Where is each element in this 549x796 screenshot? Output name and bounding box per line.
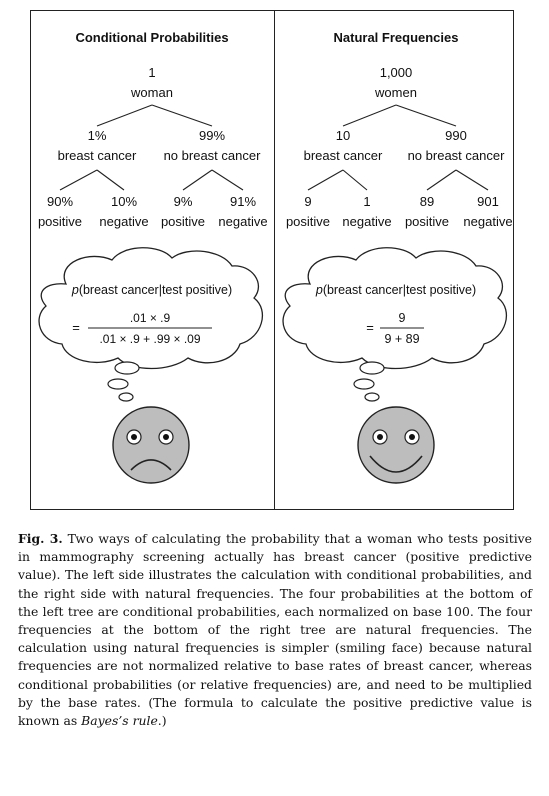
right-title: Natural Frequencies [333,30,459,45]
left-formula-title [71,283,232,297]
caption-text-end: .) [157,713,167,729]
right-panel [283,30,513,483]
right-thought-cloud [283,248,506,369]
right-thought-bubble [354,379,374,389]
left-branch-right-value: 99% [198,128,226,143]
left-leaf-2-label: negative [99,214,149,229]
right-formula-p: p [315,283,323,297]
right-leaf-2-label: negative [342,214,392,229]
right-tree-line [343,105,396,126]
right-formula-equals: = [366,320,374,335]
right-root-count: 1,000 [379,65,413,80]
left-tree-line [97,105,152,126]
right-formula-numerator: 9 [398,311,406,325]
right-leaf-3-value: 89 [419,194,435,209]
left-formula-denominator: .01 × .9 + .99 × .09 [99,332,201,346]
left-thought-bubble [108,379,128,389]
right-tree-line [396,105,456,126]
left-leaf-2-value: 10% [110,194,138,209]
right-formula-condition: (breast cancer|test positive) [322,283,477,297]
left-formula-p: p [71,283,79,297]
right-thought-bubble [360,362,384,374]
right-thought-bubble [365,393,379,401]
left-formula-equals: = [72,320,80,335]
left-branch-left-value: 1% [87,128,107,143]
left-root-label: woman [131,85,173,100]
smiling-face-icon [358,407,434,483]
right-leaf-4-value: 901 [477,194,499,209]
left-leaf-3-label: positive [160,214,206,229]
left-panel [38,30,268,483]
right-formula-title [315,283,476,297]
left-branch-right-label: no breast cancer [163,148,261,163]
left-branch-left-label: breast cancer [57,148,137,163]
right-leaf-3-label: positive [404,214,450,229]
caption-italic-term: Bayes’s rule [81,713,158,729]
figure-label: Fig. 3. [18,531,63,546]
right-tree-line [427,170,456,190]
left-leaf-4-value: 91% [229,194,257,209]
caption-text: Two ways of calculating the probability that a woman who tests positive in mammography screening actually has breast cancer (positive predictive value). The left side illustrates the calculation with conditional probabilities, and the right side with natural frequencies. The four probabilities at the bottom of the left tree are conditional probabilities, each normalized on base 100. The four frequencies at the bottom of the right tree are natural frequencies. The calculation using natural frequencies is simpler (smiling face) because natural frequencies are not normalized relative to base rates of breast cancer, whereas conditional probabilities (or relative frequencies) are, and need to be multiplied by the base rates. (The formula to calculate the positive predictive value is known as [18,531,532,729]
left-leaf-3-value: 9% [173,194,193,209]
right-branch-right-value: 990 [445,128,467,143]
right-tree-line [343,170,367,190]
right-formula-denominator: 9 + 89 [384,332,420,346]
figure-caption [18,530,532,730]
right-root-label: women [375,85,417,100]
right-tree-line [456,170,488,190]
right-leaf-2-value: 1 [363,194,371,209]
left-thought-bubble [119,393,133,401]
frowning-face-icon [113,407,189,483]
left-leaf-4-label: negative [218,214,268,229]
right-branch-right-label: no breast cancer [407,148,505,163]
left-tree-line [183,170,212,190]
left-tree-line [152,105,212,126]
left-thought-cloud [39,248,262,369]
right-branch-left-value: 10 [335,128,351,143]
right-leaf-4-label: negative [463,214,513,229]
left-formula-condition: (breast cancer|test positive) [78,283,233,297]
left-formula-numerator: .01 × .9 [129,311,171,325]
left-thought-bubble [115,362,139,374]
right-leaf-1-label: positive [285,214,331,229]
left-title: Conditional Probabilities [75,30,229,45]
left-leaf-1-label: positive [37,214,83,229]
right-branch-left-label: breast cancer [303,148,383,163]
right-leaf-1-value: 9 [304,194,312,209]
left-tree-line [60,170,97,190]
left-root-count: 1 [148,65,156,80]
right-tree-line [308,170,343,190]
left-tree-line [212,170,243,190]
left-leaf-1-value: 90% [46,194,74,209]
left-tree-line [97,170,124,190]
